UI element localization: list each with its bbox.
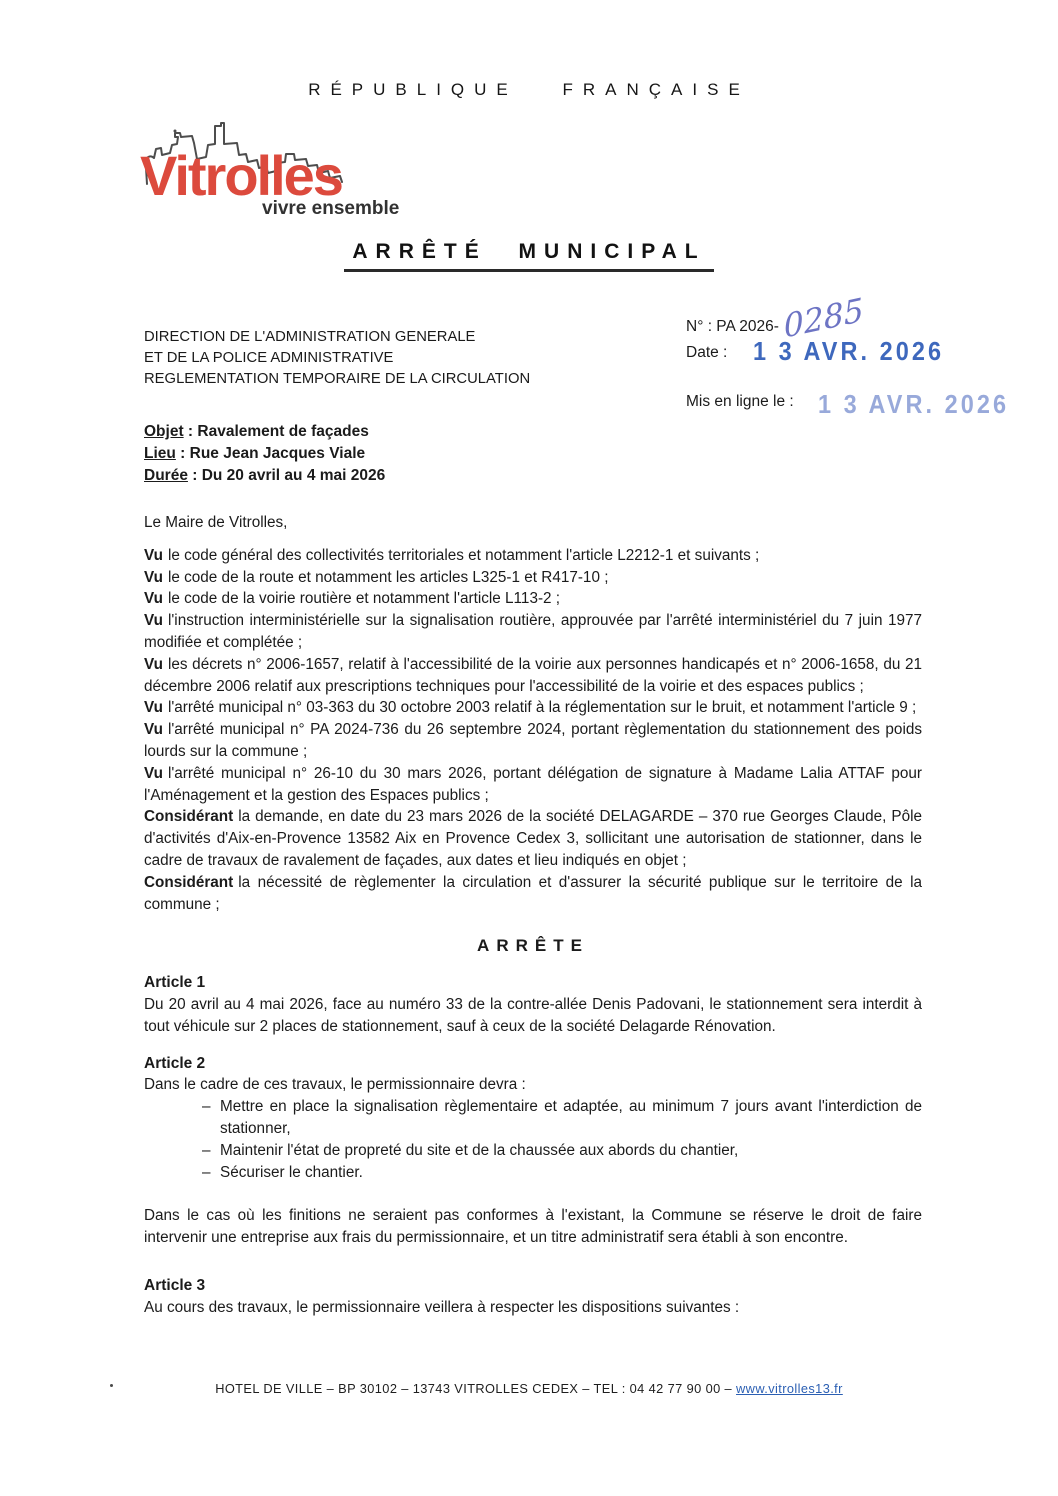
list-item (202, 1140, 922, 1162)
date-label: Date : (686, 344, 728, 361)
recital-paragraph (144, 763, 922, 807)
footer (0, 1381, 1058, 1396)
recital-paragraph (144, 872, 922, 916)
recital-paragraph (144, 806, 922, 871)
reference-block (686, 290, 1046, 419)
lieu-label: Lieu (144, 445, 176, 462)
recital-text: l'arrêté municipal n° 03-363 du 30 octobre 2003 relatif à la réglementation sur le bruit, et notamment l'article 9 ; (167, 699, 917, 717)
salutation: Le Maire de Vitrolles, (144, 514, 288, 531)
recital-paragraph (144, 545, 922, 567)
recital-paragraph (144, 588, 922, 610)
recital-text: le code de la voirie routière et notamment l'article L113-2 ; (167, 590, 561, 608)
recital-paragraph (144, 610, 922, 654)
requirement-list (144, 1096, 922, 1183)
recital-paragraph (144, 567, 922, 589)
article-1-text: Du 20 avril au 4 mai 2026, face au numéro 33 de la contre-allée Denis Padovani, le stationnement sera interdit à tout véhicule sur 2 places de stationnement, sauf à ceux de la société Delagarde Rénovation. (144, 995, 922, 1035)
article-3-text: Au cours des travaux, le permissionnaire veillera à respecter les dispositions suivantes : (144, 1298, 740, 1316)
document-body (144, 512, 922, 1319)
article-3-title: Article 3 (144, 1276, 206, 1294)
arrete-heading: ARRÊTE (477, 936, 589, 956)
online-stamp: 1 3 AVR. 2026 (817, 389, 1009, 419)
footer-link[interactable]: www.vitrolles13.fr (736, 1381, 843, 1396)
lieu-line (144, 443, 385, 465)
recital-text: le code général des collectivités territoriales et notamment l'article L2212-1 et suivants ; (167, 546, 760, 564)
document-title: ARRÊTÉ MUNICIPAL (0, 240, 1058, 272)
recital-lead: Considérant (144, 808, 234, 826)
subject-block (144, 421, 385, 487)
recital-text: l'arrêté municipal n° PA 2024-736 du 26 septembre 2024, portant règlementation du stationnement des poids lourds sur la commune ; (144, 721, 922, 760)
direction-block (144, 327, 614, 390)
recital-lead: Considérant (144, 873, 234, 891)
recital-text: le code de la route et notamment les articles L325-1 et R417-10 ; (167, 568, 609, 586)
recital-lead: Vu (144, 568, 163, 586)
recital-paragraph (144, 697, 922, 719)
dash-marker: – (202, 1098, 211, 1116)
recital-lead: Vu (144, 699, 163, 717)
duree-label: Durée (144, 467, 188, 484)
recital-text: la demande, en date du 23 mars 2026 de la société DELAGARDE – 370 rue Georges Claude, Pôle d'activités d'Aix-en-Provence 13582 Aix en Provence Cedex 3, sollicitant une autorisation de stationner, dans le cadre de travaux de ravalement de façades, aux dates et lieu indiqués en objet ; (144, 808, 922, 869)
recital-paragraph (144, 719, 922, 763)
recital-lead: Vu (144, 721, 163, 739)
list-item-text: Maintenir l'état de propreté du site et de la chaussée aux abords du chantier, (220, 1141, 739, 1159)
article-1-title: Article 1 (144, 974, 206, 992)
list-item-text: Sécuriser le chantier. (220, 1163, 363, 1181)
recital-text: la nécessité de règlementer la circulation et d'assurer la sécurité publique sur le territoire de la commune ; (144, 873, 922, 913)
recital-lead: Vu (144, 764, 163, 782)
list-item-text: Mettre en place la signalisation règlementaire et adaptée, au minimum 7 jours avant l'interdiction de stationner, (220, 1098, 922, 1137)
recital-lead: Vu (144, 546, 163, 564)
recital-text: les décrets n° 2006-1657, relatif à l'accessibilité de la voirie aux personnes handicapés et n° 2006-1658, du 21 décembre 2006 relatif aux prescriptions techniques pour l'accessibilité de la voirie et des espaces publics ; (144, 655, 922, 695)
article-2-note: Dans le cas où les finitions ne seraient pas conformes à l'existant, la Commune se réserve le droit de faire intervenir une entreprise aux frais du permissionnaire, et un titre administratif sera établi à son encontre. (144, 1207, 922, 1247)
duree-line (144, 465, 385, 487)
objet-line (144, 421, 385, 443)
vitrolles-logo (140, 116, 440, 220)
logo-tagline: vivre ensemble (262, 198, 400, 219)
direction-line-2: ET DE LA POLICE ADMINISTRATIVE (144, 350, 394, 366)
direction-line-1: DIRECTION DE L'ADMINISTRATION GENERALE (144, 329, 476, 345)
decree-number-label: N° : PA 2026- (686, 318, 779, 335)
recital-text: l'instruction interministérielle sur la signalisation routière, approuvée par l'arrêté interministériel du 7 juin 1977 modifiée et complétée ; (144, 612, 922, 651)
list-item (202, 1162, 922, 1184)
recital-paragraph (144, 654, 922, 698)
lieu-value: : Rue Jean Jacques Viale (175, 445, 366, 462)
republic-header: RÉPUBLIQUE FRANÇAISE (308, 80, 750, 99)
date-stamp: 1 3 AVR. 2026 (753, 336, 945, 366)
duree-value: : Du 20 avril au 4 mai 2026 (187, 467, 386, 484)
recital-lead: Vu (144, 590, 163, 608)
footer-text: HOTEL DE VILLE – BP 30102 – 13743 VITROLLES CEDEX – TEL : 04 42 77 90 00 – (215, 1381, 737, 1396)
objet-value: : Ravalement de façades (183, 423, 369, 440)
article-2-intro: Dans le cadre de ces travaux, le permissionnaire devra : (144, 1076, 526, 1094)
dash-marker: – (202, 1141, 211, 1159)
article-2-title: Article 2 (144, 1054, 206, 1072)
logo-wordmark: Vitrolles (140, 144, 342, 207)
recital-lead: Vu (144, 612, 163, 630)
list-item (202, 1096, 922, 1140)
recital-lead: Vu (144, 655, 163, 673)
recital-text: l'arrêté municipal n° 26-10 du 30 mars 2026, portant délégation de signature à Madame Lalia ATTAF pour l'Aménagement et la gestion des Espaces publics ; (144, 764, 922, 804)
date-line (686, 336, 1046, 366)
online-label: Mis en ligne le : (686, 393, 794, 410)
decree-number-handwritten: 0285 (782, 290, 865, 346)
dash-marker: – (202, 1163, 211, 1181)
direction-line-3: REGLEMENTATION TEMPORAIRE DE LA CIRCULATION (144, 371, 531, 387)
decree-number-line (686, 290, 1046, 346)
online-line (686, 385, 1046, 419)
objet-label: Objet (144, 423, 184, 440)
